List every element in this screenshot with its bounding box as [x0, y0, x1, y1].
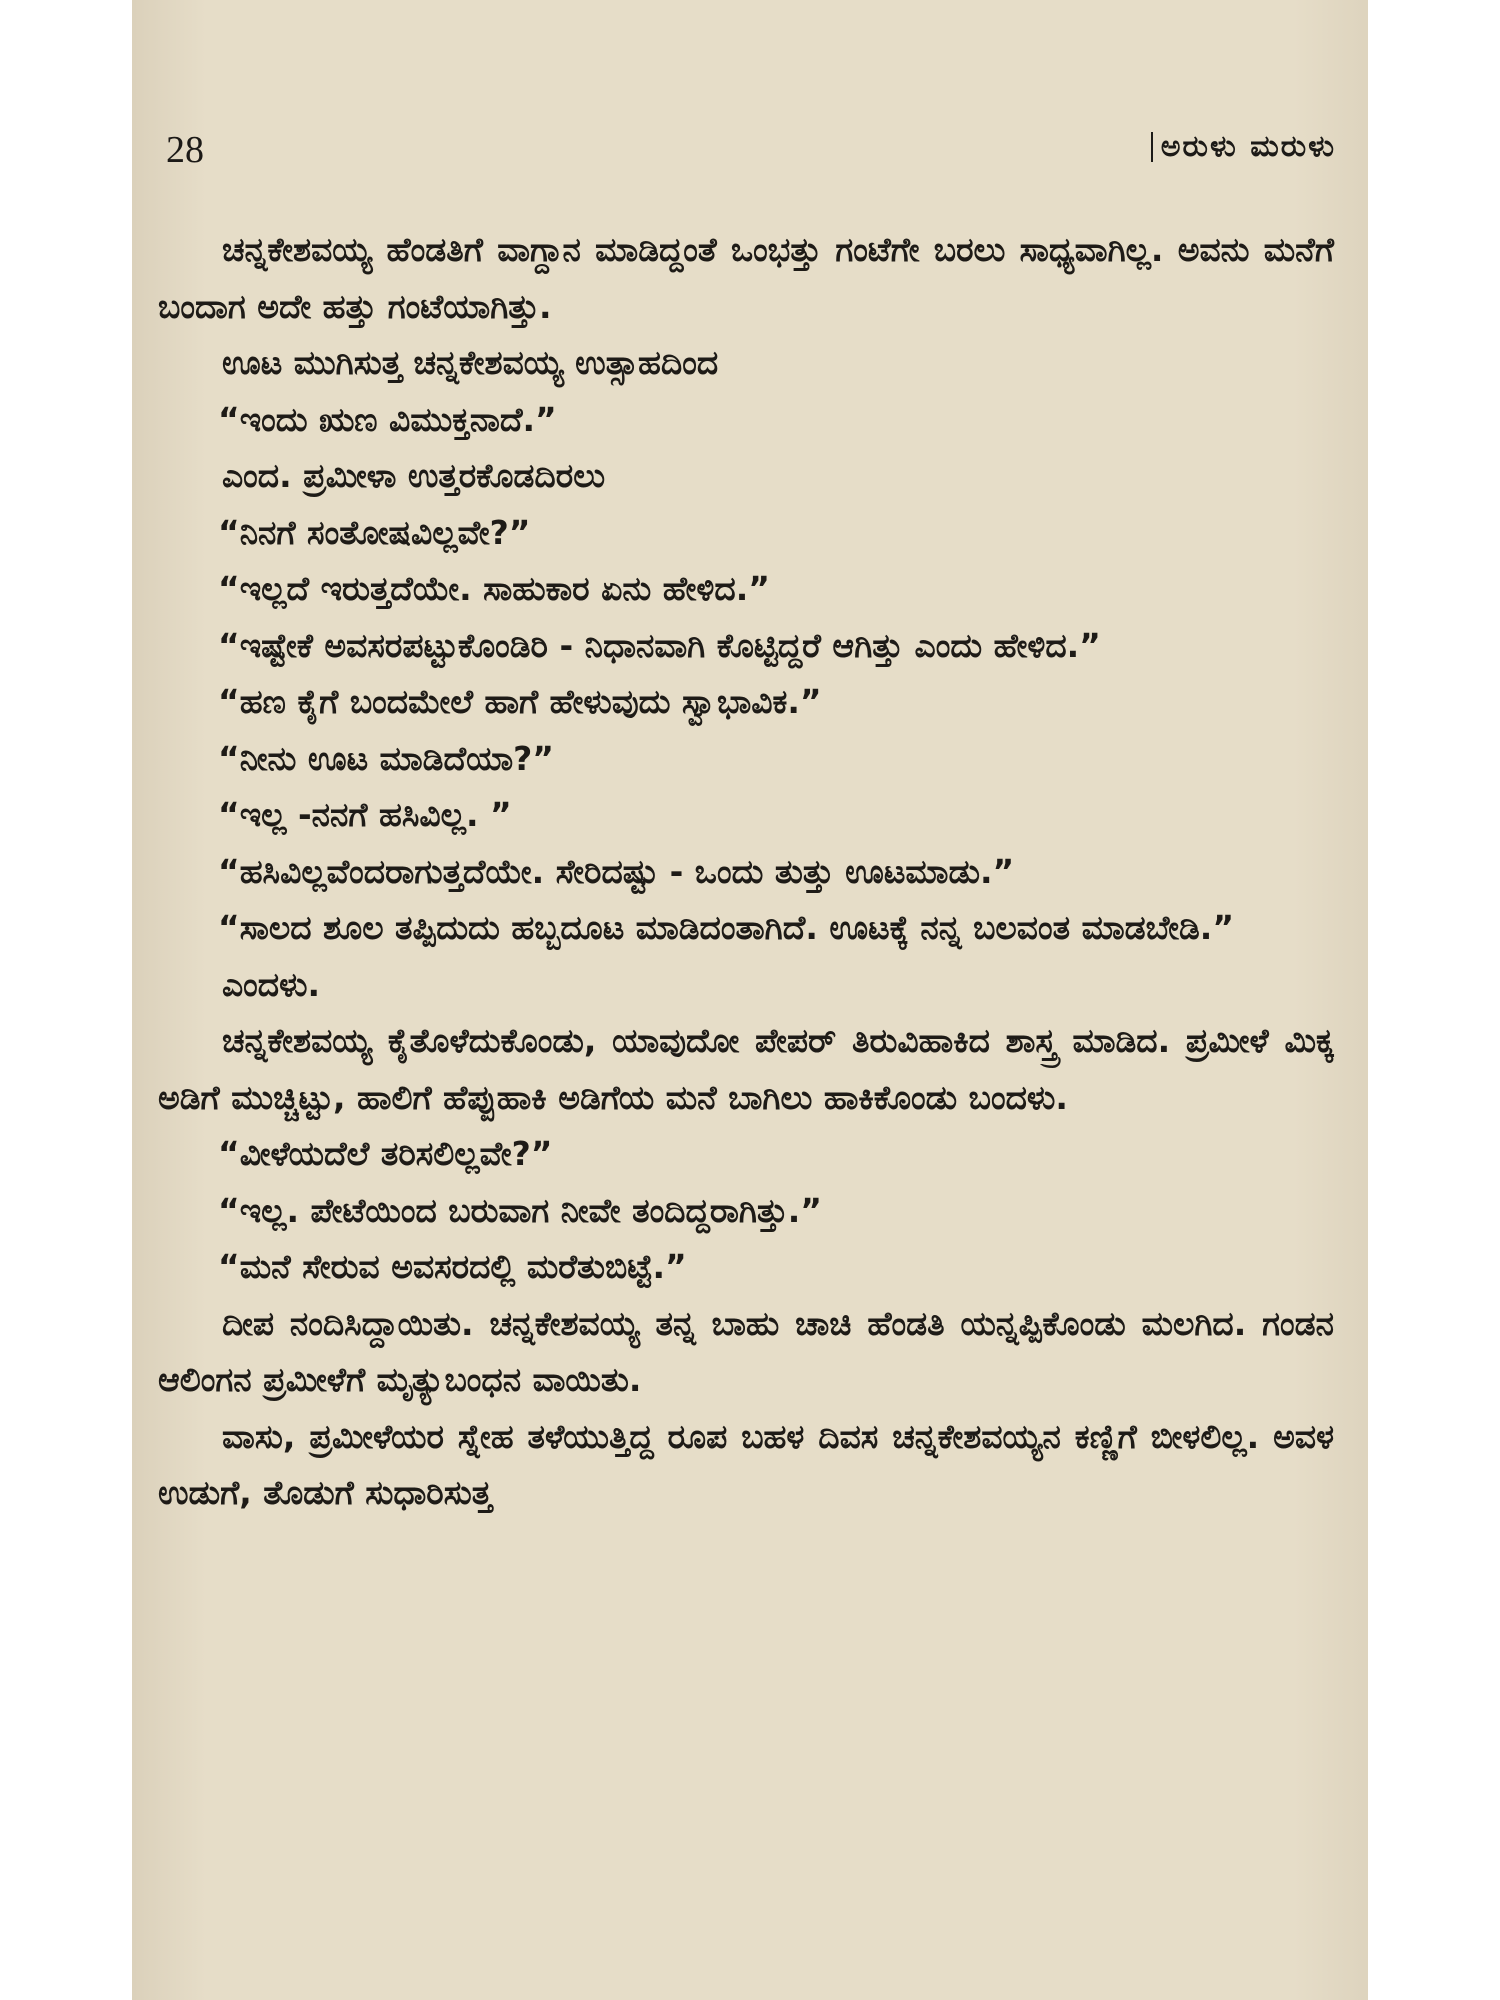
- paragraph: ಎಂದಳು.: [222, 964, 321, 1004]
- dialogue-line: “ಇಲ್ಲ. ಪೇಟೆಯಿಂದ ಬರುವಾಗ ನೀವೇ ತಂದಿದ್ದರಾಗಿತ್ತು.”: [218, 1190, 822, 1230]
- dialogue-line: “ವೀಳೆಯದೆಲೆ ತರಿಸಲಿಲ್ಲವೇ?”: [218, 1134, 553, 1173]
- dialogue-line: “ಹಸಿವಿಲ್ಲವೆಂದರಾಗುತ್ತದೆಯೇ. ಸೇರಿದಷ್ಟು - ಒಂದು ತುತ್ತು ಊಟಮಾಡು.”: [218, 851, 1015, 891]
- body-text: [158, 222, 1334, 1522]
- dialogue-line: “ಇಷ್ಟೇಕೆ ಅವಸರಪಟ್ಟುಕೊಂಡಿರಿ - ನಿಧಾನವಾಗಿ ಕೊಟ್ಟಿದ್ದರೆ ಆಗಿತ್ತು ಎಂದು ಹೇಳಿದ.”: [218, 625, 1101, 665]
- running-title: ಅರುಳು ಮರುಳು: [1151, 132, 1336, 162]
- paragraph: ಚನ್ನಕೇಶವಯ್ಯ ಕೈತೊಳೆದುಕೊಂಡು, ಯಾವುದೋ ಪೇಪರ್ ತಿರುವಿಹಾಕಿದ ಶಾಸ್ತ್ರ ಮಾಡಿದ. ಪ್ರಮೀಳೆ ಮಿಕ್ಕ ಅಡಿಗೆ ಮುಚ್ಚಿಟ್ಟು, ಹಾಲಿಗೆ ಹೆಪ್ಪುಹಾಕಿ ಅಡಿಗೆಯ ಮನೆ ಬಾಗಿಲು ಹಾಕಿಕೊಂಡು ಬಂದಳು.: [158, 1021, 1334, 1117]
- page-header: [166, 128, 1336, 178]
- paragraph: ಚನ್ನಕೇಶವಯ್ಯ ಹೆಂಡತಿಗೆ ವಾಗ್ದಾನ ಮಾಡಿದ್ದಂತೆ ಒಂಭತ್ತು ಗಂಟೆಗೇ ಬರಲು ಸಾಧ್ಯವಾಗಿಲ್ಲ. ಅವನು ಮನೆಗೆ ಬಂದಾಗ ಅದೇ ಹತ್ತು ಗಂಟೆಯಾಗಿತ್ತು.: [158, 230, 1334, 326]
- paragraph: ವಾಸು, ಪ್ರಮೀಳೆಯರ ಸ್ನೇಹ ತಳೆಯುತ್ತಿದ್ದ ರೂಪ ಬಹಳ ದಿವಸ ಚನ್ನಕೇಶವಯ್ಯನ ಕಣ್ಣಿಗೆ ಬೀಳಲಿಲ್ಲ. ಅವಳ ಉಡುಗೆ, ತೊಡುಗೆ ಸುಧಾರಿಸುತ್ತ: [158, 1416, 1334, 1512]
- dialogue-line: “ಇಲ್ಲ -ನನಗೆ ಹಸಿವಿಲ್ಲ. ”: [218, 795, 512, 834]
- dialogue-line: “ಇಲ್ಲದೆ ಇರುತ್ತದೆಯೇ. ಸಾಹುಕಾರ ಏನು ಹೇಳಿದ.”: [218, 569, 770, 608]
- dialogue-line: “ಮನೆ ಸೇರುವ ಅವಸರದಲ್ಲಿ ಮರೆತುಬಿಟ್ಟೆ.”: [218, 1247, 687, 1286]
- dialogue-line: “ಸಾಲದ ಶೂಲ ತಪ್ಪಿದುದು ಹಬ್ಬದೂಟ ಮಾಡಿದಂತಾಗಿದೆ. ಊಟಕ್ಕೆ ನನ್ನ ಬಲವಂತ ಮಾಡಬೇಡಿ.”: [218, 908, 1235, 947]
- page-number: 28: [166, 129, 204, 171]
- dialogue-line: “ಹಣ ಕೈಗೆ ಬಂದಮೇಲೆ ಹಾಗೆ ಹೇಳುವುದು ಸ್ವಾಭಾವಿಕ.”: [218, 682, 822, 721]
- dialogue-line: “ಇಂದು ಋಣ ವಿಮುಕ್ತನಾದೆ.”: [218, 399, 557, 439]
- paragraph: ಊಟ ಮುಗಿಸುತ್ತ ಚನ್ನಕೇಶವಯ್ಯ ಉತ್ಸಾಹದಿಂದ: [222, 343, 719, 382]
- paragraph: ಎಂದ. ಪ್ರಮೀಳಾ ಉತ್ತರಕೊಡದಿರಲು: [222, 456, 606, 495]
- book-page: [132, 0, 1368, 2000]
- paragraph: ದೀಪ ನಂದಿಸಿದ್ದಾಯಿತು. ಚನ್ನಕೇಶವಯ್ಯ ತನ್ನ ಬಾಹು ಚಾಚಿ ಹೆಂಡತಿ ಯನ್ನಪ್ಪಿಕೊಂಡು ಮಲಗಿದ. ಗಂಡನ ಆಲಿಂಗನ ಪ್ರಮೀಳೆಗೆ ಮೃತ್ಯುಬಂಧನ ವಾಯಿತು.: [158, 1303, 1334, 1399]
- dialogue-line: “ನೀನು ಊಟ ಮಾಡಿದೆಯಾ?”: [218, 738, 554, 778]
- dialogue-line: “ನಿನಗೆ ಸಂತೋಷವಿಲ್ಲವೇ?”: [218, 512, 531, 552]
